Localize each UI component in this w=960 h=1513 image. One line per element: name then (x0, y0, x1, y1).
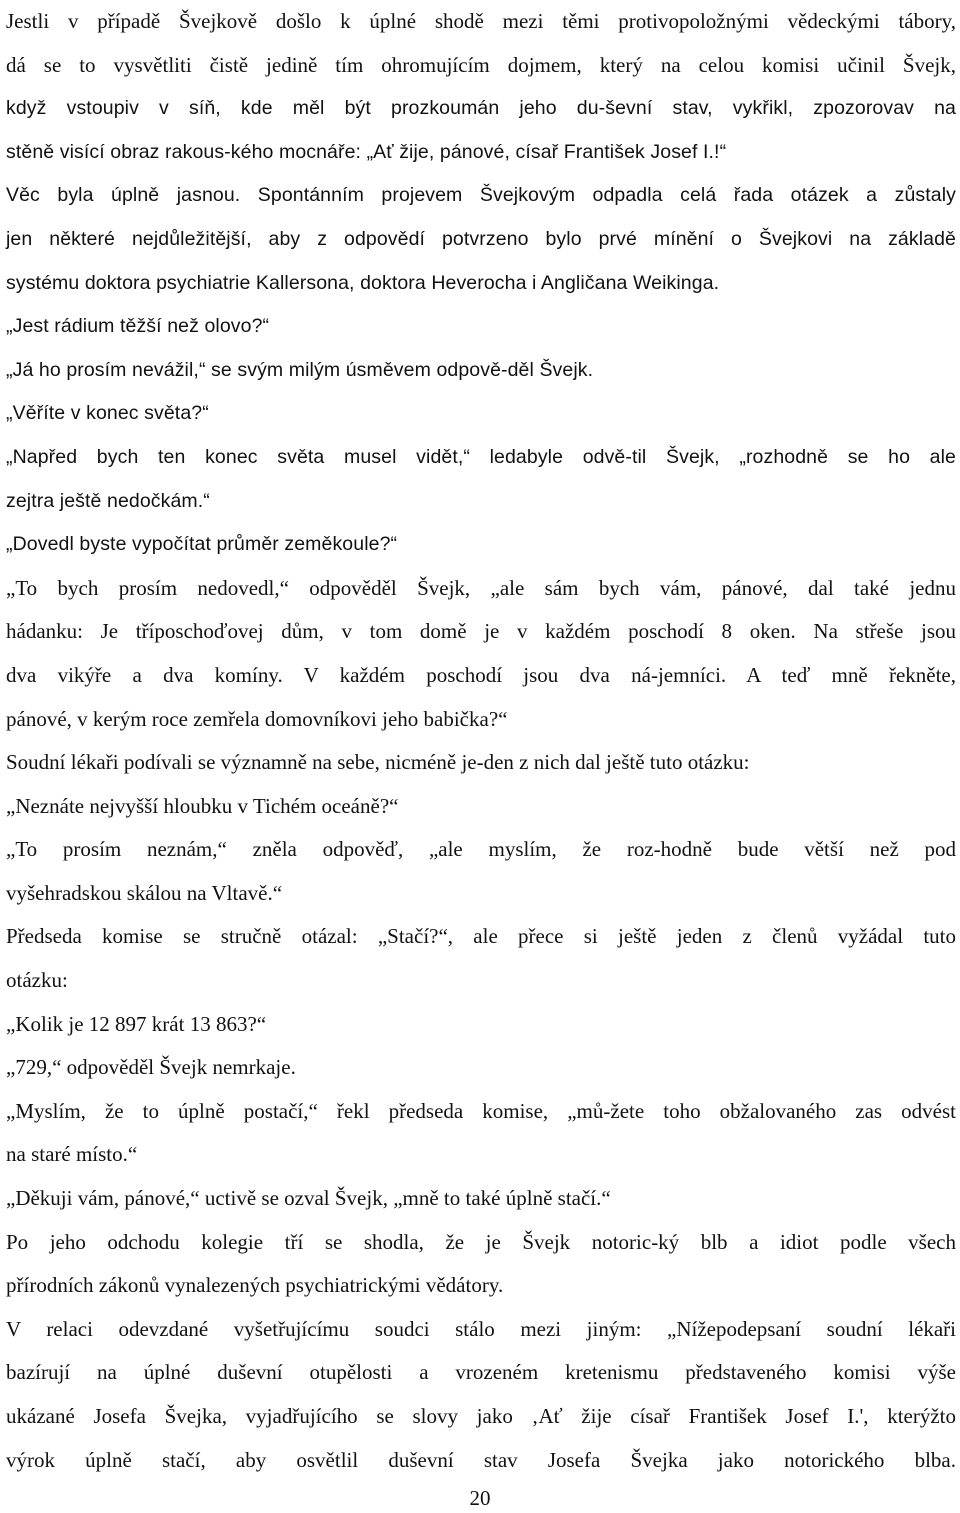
text-line: „To prosím neznám,“ zněla odpověď, „ale myslím, že roz-hodně bude větší než pod (6, 837, 956, 862)
text-line: stěně visící obraz rakous-kého mocnáře: „Ať žije, pánové, císař František Josef I.!“ (6, 140, 727, 163)
text-line: Jestli v případě Švejkově došlo k úplné shodě mezi těmi protivopoložnými vědeckými tábory, (6, 9, 956, 33)
text-line: „Já ho prosím nevážil,“ se svým milým úsměvem odpově-děl Švejk. (6, 358, 594, 381)
text-line: „Myslím, že to úplně postačí,“ řekl předseda komise, „mů-žete toho obžalovaného zas odvést (6, 1098, 956, 1123)
text-line: přírodních zákonů vynalezených psychiatrickými vědátory. (6, 1273, 504, 1298)
text-line: zejtra ještě nedočkám.“ (6, 489, 210, 512)
text-line: Předseda komise se stručně otázal: „Stačí?“, ale přece si ještě jeden z členů vyžádal tuto (6, 924, 956, 949)
text-line: ukázané Josefa Švejka, vyjadřujícího se slovy jako ‚Ať žije císař František Josef I.', kterýžto (6, 1404, 956, 1428)
text-line: Po jeho odchodu kolegie tří se shodla, že je Švejk notoric-ký blb a idiot podle všech (6, 1229, 956, 1254)
text-line: dá se to vysvětliti čistě jedině tím ohromujícím dojmem, který na celou komisi učinil Švejk, (6, 52, 956, 77)
text-line: Věc byla úplně jasnou. Spontánním projevem Švejkovým odpadla celá řada otázek a zůstaly (6, 184, 956, 207)
text-line: jen některé nejdůležitější, aby z odpovědí potvrzeno bylo prvé mínění o Švejkovi na základě (6, 227, 956, 250)
text-line: „729,“ odpověděl Švejk nemrkaje. (6, 1055, 296, 1080)
text-line: „Jest rádium těžší než olovo?“ (6, 315, 270, 338)
text-line: „Napřed bych ten konec světa musel vidět,“ ledabyle odvě-til Švejk, „rozhodně se ho ale (6, 445, 956, 468)
text-line: dva vikýře a dva komíny. V každém poschodí jsou dva ná-jemníci. A teď mně řekněte, (6, 662, 956, 687)
text-line: „Kolik je 12 897 krát 13 863?“ (6, 1011, 267, 1036)
text-line: když vstoupiv v síň, kde měl být prozkoumán jeho du-ševní stav, vykřikl, zpozorovav na (6, 97, 956, 120)
text-line: „Neznáte nejvyšší hloubku v Tichém oceáně?“ (6, 793, 399, 818)
text-line: hádanku: Je tříposchoďovej dům, v tom domě je v každém poschodí 8 oken. Na střeše jsou (6, 619, 956, 644)
document-body (6, 0, 956, 1482)
text-line: vyšehradskou skálou na Vltavě.“ (6, 880, 283, 905)
text-line: na staré místo.“ (6, 1142, 138, 1167)
text-line: otázku: (6, 968, 68, 993)
text-line: „Děkuji vám, pánové,“ uctivě se ozval Švejk, „mně to také úplně stačí.“ (6, 1186, 611, 1211)
text-line: výrok úplně stačí, aby osvětlil duševní stav Josefa Švejka jako notorického blba. (6, 1447, 956, 1472)
text-line: bazírují na úplné duševní otupělosti a vrozeném kretenismu představeného komisi výše (6, 1360, 956, 1385)
text-line: Soudní lékaři podívali se významně na sebe, nicméně je-den z nich dal ještě tuto otázku: (6, 750, 750, 775)
text-line: „Dovedl byste vypočítat průměr zeměkoule?“ (6, 533, 398, 556)
text-line: pánové, v kerým roce zemřela domovníkovi jeho babička?“ (6, 706, 508, 731)
text-line: „Věříte v konec světa?“ (6, 402, 209, 425)
text-line: V relaci odevzdané vyšetřujícímu soudci stálo mezi jiným: „Nížepodepsaní soudní lékaři (6, 1316, 956, 1341)
text-line: „To bych prosím nedovedl,“ odpověděl Švejk, „ale sám bych vám, pánové, dal také jednu (6, 575, 956, 600)
text-line: systému doktora psychiatrie Kallersona, doktora Heverocha i Angličana Weikinga. (6, 271, 720, 294)
page-number: 20 (469, 1486, 491, 1510)
